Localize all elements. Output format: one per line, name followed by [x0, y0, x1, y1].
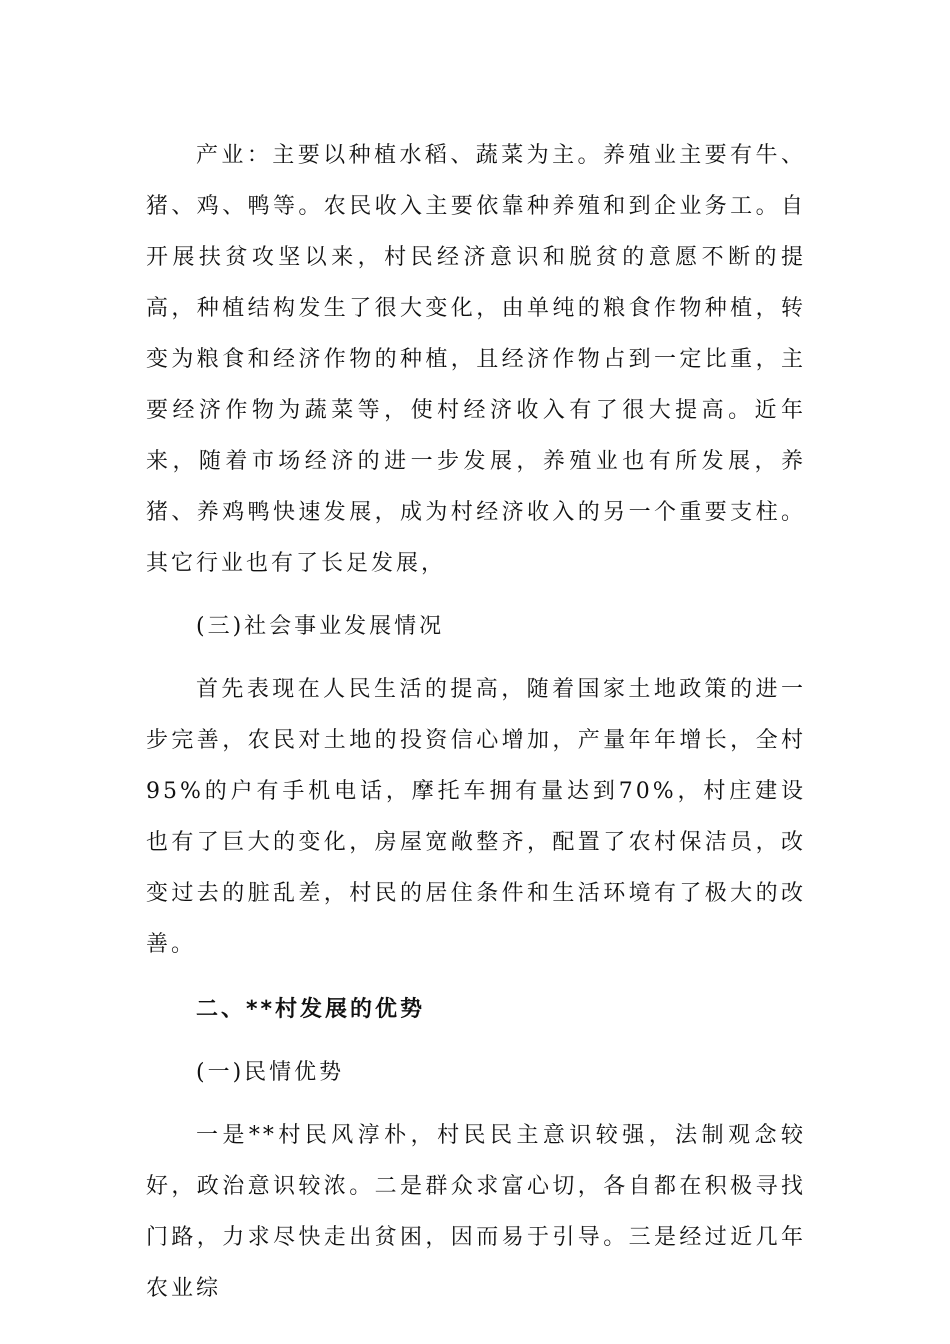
subheading-public-sentiment: (一)民情优势 [196, 1060, 345, 1085]
paragraph-industry: 产业：主要以种植水稻、蔬菜为主。养殖业主要有牛、猪、鸡、鸭等。农民收入主要依靠种养殖和到企业务工。自开展扶贫攻坚以来，村民经济意识和脱贫的意愿不断的提高，种植结构发生了很大变化，由单纯的粮食作物种植，转变为粮食和经济作物的种植，且经济作物占到一定比重，主要经济作物为蔬菜等，使村经济收入有了很大提高。近年来，随着市场经济的进一步发展，养殖业也有所发展，养猪、养鸡鸭快速发展，成为村经济收入的另一个重要支柱。其它行业也有了长足发展， [146, 143, 806, 576]
section-heading-advantages: 二、**村发展的优势 [196, 997, 426, 1022]
subheading-social-development: (三)社会事业发展情况 [196, 614, 445, 639]
paragraph-public-sentiment: 一是**村民风淳朴，村民民主意识较强，法制观念较好，政治意识较浓。二是群众求富心切，各自都在积极寻找门路，力求尽快走出贫困，因而易于引导。三是经过近几年农业综 [146, 1123, 806, 1301]
paragraph-living-standards: 首先表现在人民生活的提高，随着国家土地政策的进一步完善，农民对土地的投资信心增加，产量年年增长，全村95%的户有手机电话，摩托车拥有量达到70%，村庄建设也有了巨大的变化，房屋宽敞整齐，配置了农村保洁员，改变过去的脏乱差，村民的居住条件和生活环境有了极大的改善。 [146, 677, 806, 957]
document-body [146, 130, 806, 1314]
